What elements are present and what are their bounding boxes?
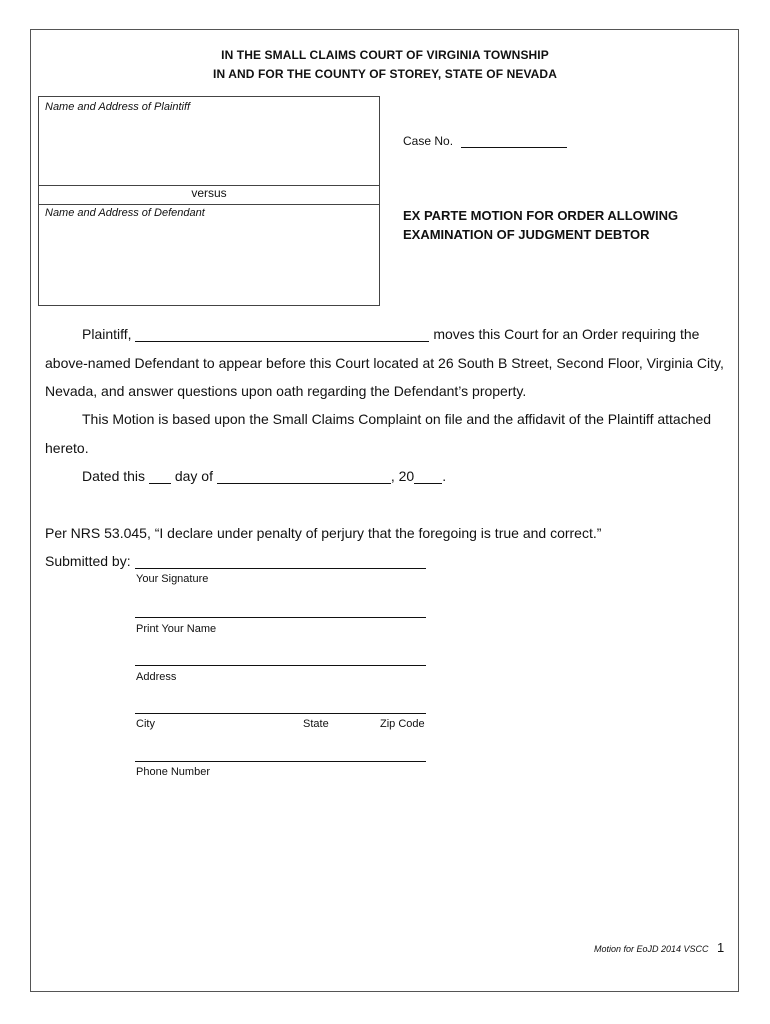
print-name-field[interactable] <box>135 617 426 618</box>
case-number-label: Case No. <box>403 134 454 148</box>
body-paragraph-1-line-2: above-named Defendant to appear before this Court located at 26 South B Street, Second Floor, Virginia City, <box>45 355 724 371</box>
your-signature-label: Your Signature <box>136 573 209 585</box>
case-number-field[interactable] <box>461 135 567 148</box>
defendant-label: Name and Address of Defendant <box>45 207 205 219</box>
body-paragraph-1-line-3: Nevada, and answer questions upon oath regarding the Defendant’s property. <box>45 383 527 399</box>
caption-divider-bottom <box>39 204 379 205</box>
body-paragraph-2-line-1: This Motion is based upon the Small Claims Complaint on file and the affidavit of the Plaintiff attached <box>82 411 712 427</box>
dated-this-text: Dated this <box>82 468 146 484</box>
submitted-by-label: Submitted by: <box>45 553 131 569</box>
court-header-line-1: IN THE SMALL CLAIMS COURT OF VIRGINIA TOWNSHIP <box>221 48 549 62</box>
footer-form-id: Motion for EoJD 2014 VSCC <box>594 944 709 954</box>
print-name-label: Print Your Name <box>136 623 217 635</box>
dated-day-field[interactable] <box>149 469 171 484</box>
day-of-text: day of <box>174 468 213 484</box>
motion-title <box>403 206 678 244</box>
caption-box <box>38 96 380 306</box>
plaintiff-name-field[interactable] <box>135 327 429 342</box>
state-label: State <box>303 718 329 730</box>
body-paragraph-2-line-2: hereto. <box>45 440 89 456</box>
dated-year-field[interactable] <box>414 469 442 484</box>
motion-title-line-2: EXAMINATION OF JUDGMENT DEBTOR <box>403 227 650 242</box>
page-number: 1 <box>717 940 725 955</box>
address-field[interactable] <box>135 665 426 666</box>
plaintiff-label: Name and Address of Plaintiff <box>45 101 191 113</box>
city-label: City <box>136 718 155 730</box>
dated-month-field[interactable] <box>217 469 391 484</box>
phone-field[interactable] <box>135 761 426 762</box>
dated-line <box>82 468 446 484</box>
plaintiff-word: Plaintiff, <box>82 326 132 342</box>
year-prefix-text: , 20 <box>390 468 415 484</box>
declaration-text: Per NRS 53.045, “I declare under penalty of perjury that the foregoing is true and correct.” <box>45 525 602 541</box>
address-label: Address <box>136 671 177 683</box>
dated-period: . <box>442 468 447 484</box>
case-number <box>403 134 567 148</box>
city-state-zip-field[interactable] <box>135 713 426 714</box>
body-paragraph-1-line-1 <box>82 326 699 342</box>
court-header-line-2: IN AND FOR THE COUNTY OF STOREY, STATE OF NEVADA <box>213 67 557 81</box>
phone-number-label: Phone Number <box>136 766 210 778</box>
zip-code-label: Zip Code <box>380 718 425 730</box>
moves-text: moves this Court for an Order requiring the <box>433 326 700 342</box>
signature-field[interactable] <box>135 568 426 569</box>
motion-title-line-1: EX PARTE MOTION FOR ORDER ALLOWING <box>403 208 679 223</box>
versus-label: versus <box>191 186 227 200</box>
